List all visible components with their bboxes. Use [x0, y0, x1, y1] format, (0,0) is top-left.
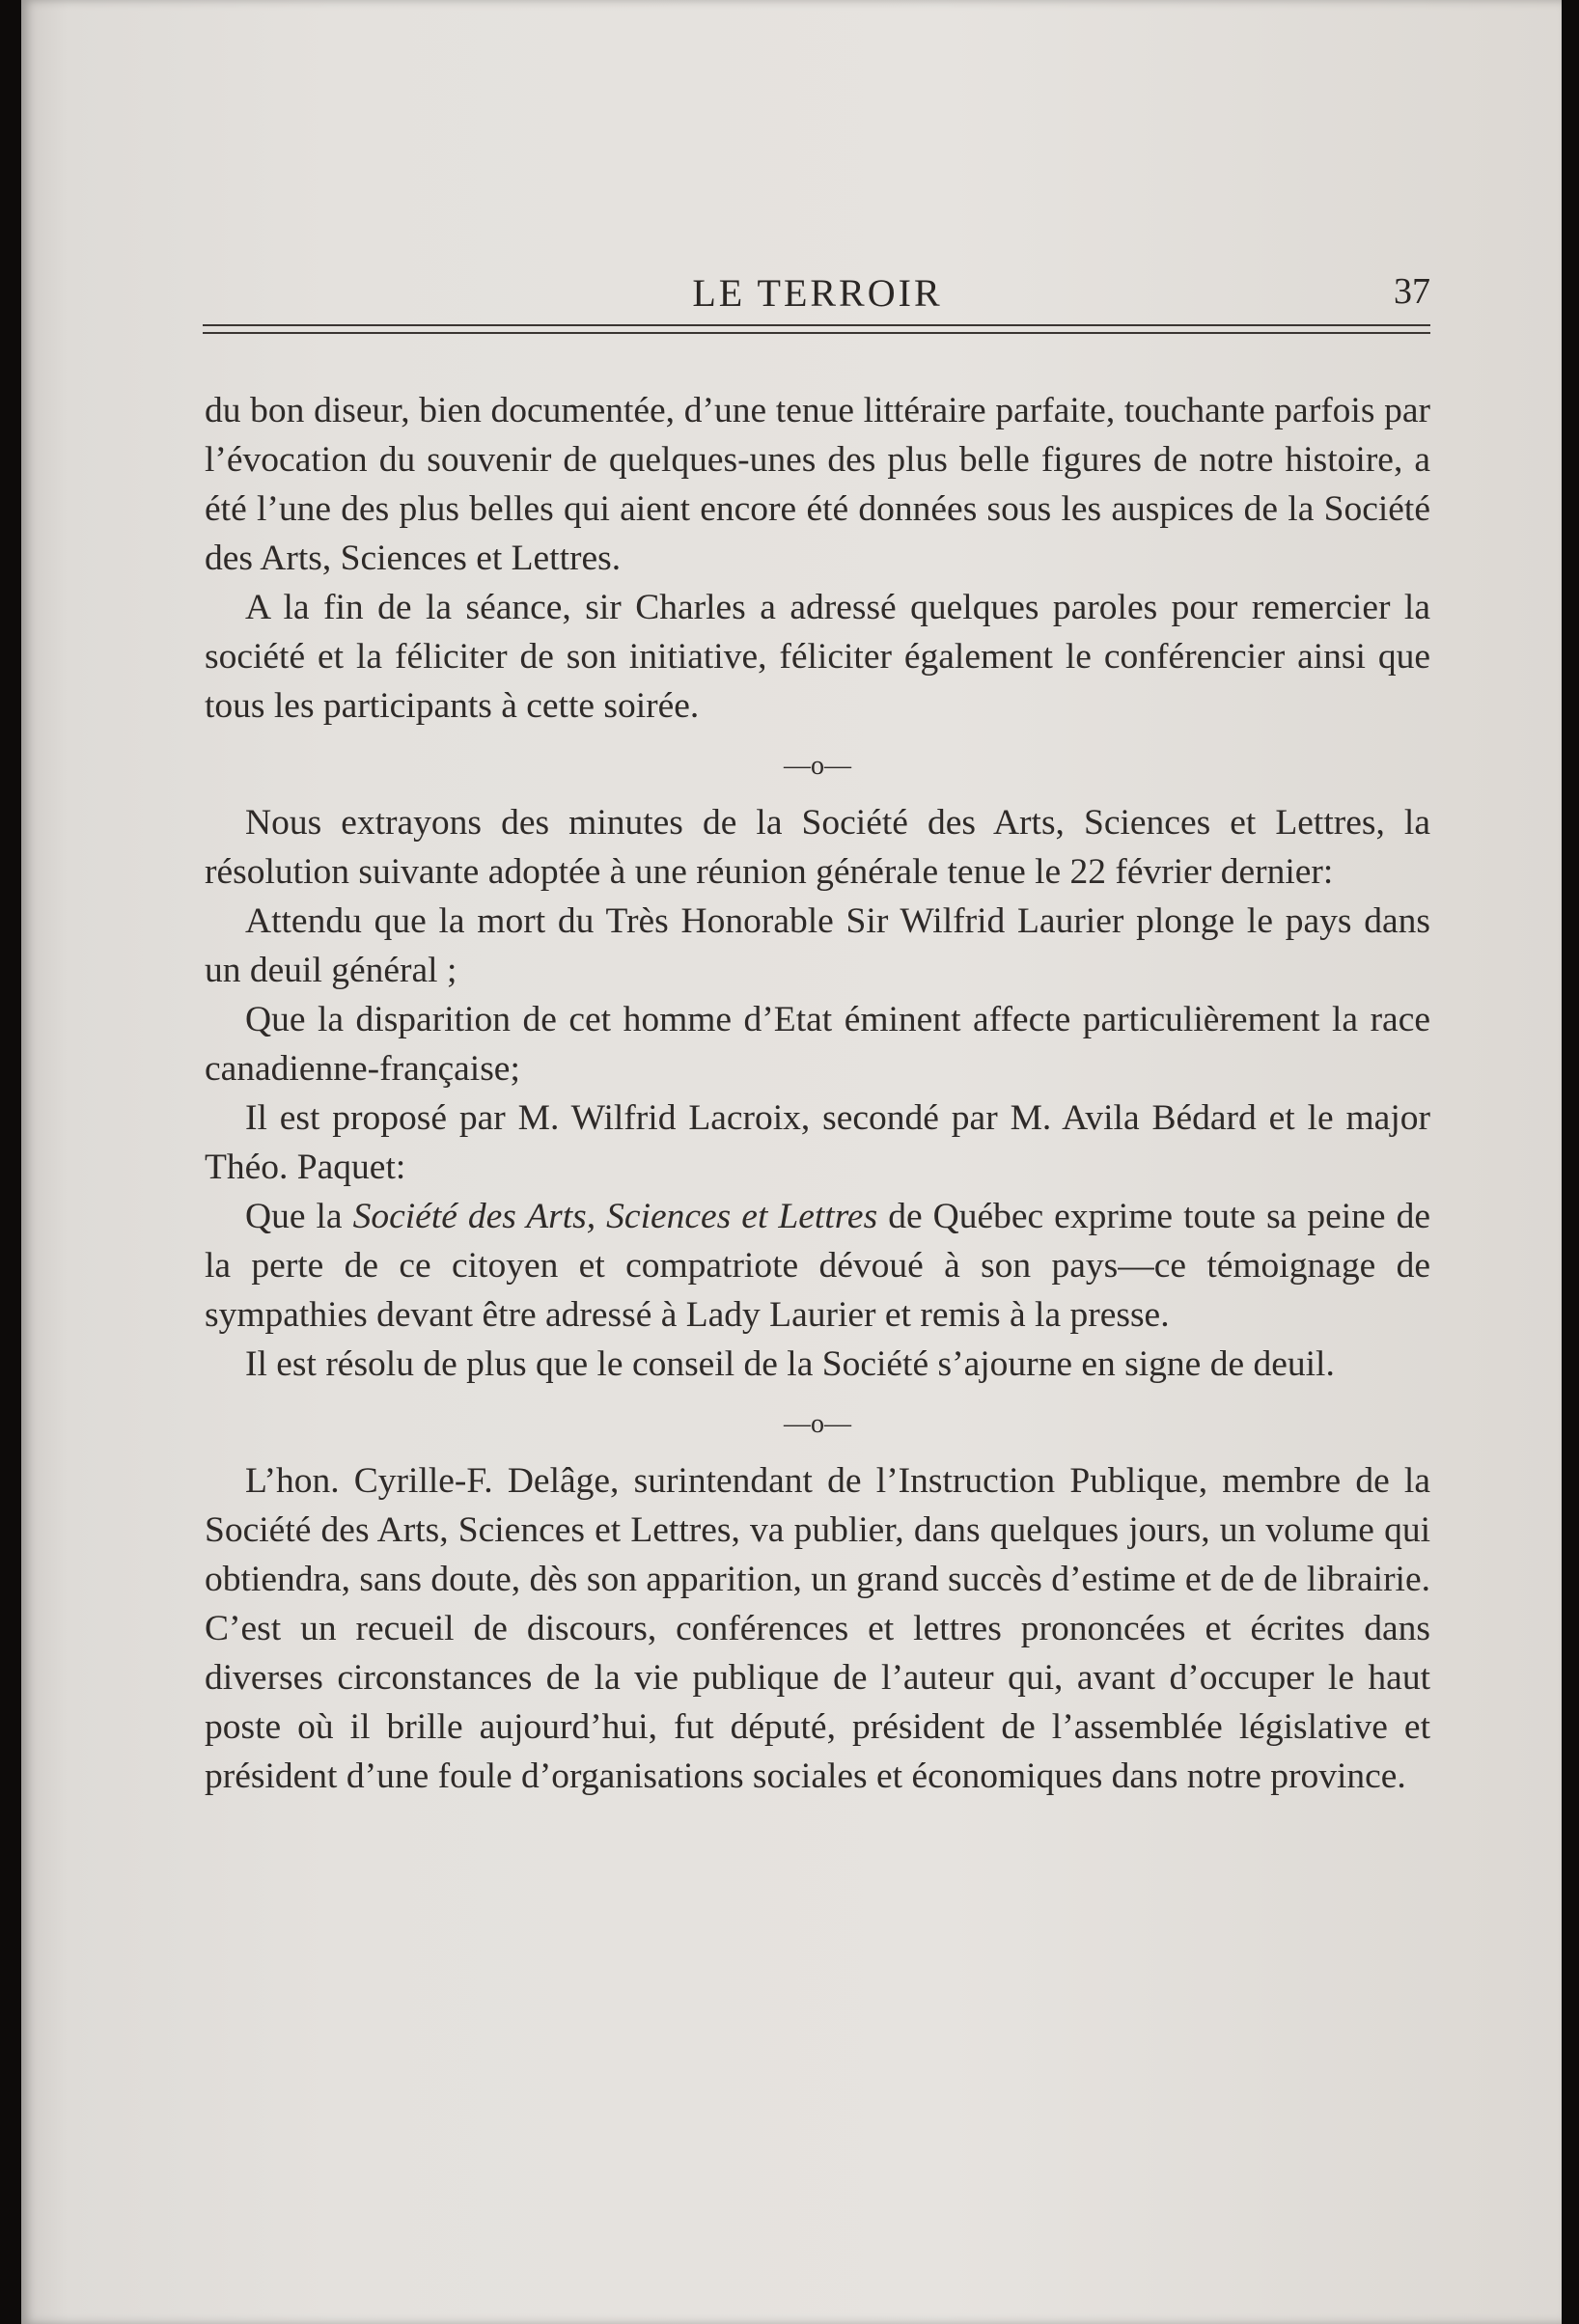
header-rule-bottom — [203, 332, 1430, 334]
section-separator: —o— — [784, 1409, 851, 1439]
book-page — [21, 0, 1562, 2324]
section-separator: —o— — [784, 751, 851, 781]
paragraph — [205, 1192, 1430, 1340]
page-number: 37 — [1394, 271, 1430, 312]
article-body — [205, 386, 1430, 1801]
paragraph: du bon diseur, bien documentée, d’une tenue littéraire parfaite, touchante parfois par l’évocation du souvenir de quelques-unes des plus belle figures de notre histoire, a été l’une des plus belles qui aient encore été données sous les auspices de la Société des Arts, Sciences et Lettres. — [205, 391, 1430, 578]
header-rule-top — [203, 324, 1430, 326]
text-run: de Québec exprime toute sa peine de la perte de ce citoyen et compatriote dévoué à son pays—ce témoignage de sympathies devant être adressé à Lady Laurier et remis à la presse. — [205, 1197, 1430, 1335]
text-run: Que la — [245, 1197, 353, 1236]
paragraph: Que la disparition de cet homme d’Etat éminent affecte particulièrement la race canadienne-française; — [205, 1000, 1430, 1089]
page-header — [205, 270, 1430, 324]
running-title: LE TERROIR — [692, 271, 943, 315]
paragraph: A la fin de la séance, sir Charles a adressé quelques paroles pour remercier la société et la féliciter de son initiative, féliciter également le conférencier ainsi que tous les participants à cette soirée. — [205, 588, 1430, 726]
society-name-italic: Société des Arts, Sciences et Lettres — [352, 1197, 878, 1236]
paragraph: Nous extrayons des minutes de la Société des Arts, Sciences et Lettres, la résolution suivante adoptée à une réunion générale tenue le 22 février dernier: — [205, 803, 1430, 892]
paragraph: Attendu que la mort du Très Honorable Sir Wilfrid Laurier plonge le pays dans un deuil général ; — [205, 901, 1430, 990]
paragraph: Il est proposé par M. Wilfrid Lacroix, secondé par M. Avila Bédard et le major Théo. Paquet: — [205, 1098, 1430, 1187]
paragraph: L’hon. Cyrille-F. Delâge, surintendant de l’Instruction Publique, membre de la Société des Arts, Sciences et Lettres, va publier, dans quelques jours, un volume qui obtiendra, sans doute, dès son apparition, un grand succès d’estime et de de librairie. C’est un recueil de discours, conférences et lettres prononcées et écrites dans diverses circonstances de la vie publique de l’auteur qui, avant d’occuper le haut poste où il brille aujourd’hui, fut député, président de l’assemblée législative et président d’une foule d’organisations sociales et économiques dans notre province. — [205, 1461, 1430, 1796]
paragraph: Il est résolu de plus que le conseil de la Société s’ajourne en signe de deuil. — [245, 1344, 1335, 1384]
